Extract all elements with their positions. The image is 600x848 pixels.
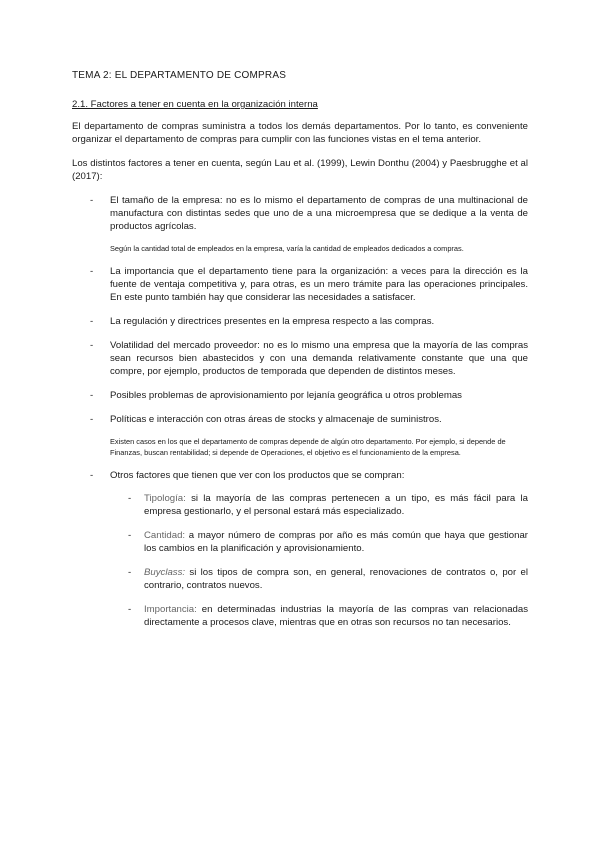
list-item	[72, 413, 528, 458]
intro-paragraph: El departamento de compras suministra a todos los demás departamentos. Por lo tanto, es conveniente organizar el departamento de compras para cumplir con las funciones vistas en el tema anterior.	[72, 121, 528, 145]
term-label: Cantidad:	[144, 530, 186, 541]
list-item	[72, 315, 528, 328]
factor-note: Según la cantidad total de empleados en la empresa, varía la cantidad de empleados dedicados a compras.	[110, 244, 464, 253]
section-heading: 2.1. Factores a tener en cuenta en la organización interna	[72, 99, 318, 110]
factor-text: La importancia que el departamento tiene para la organización: a veces para la dirección es la fuente de ventaja competitiva y, para otras, es un mero trámite para las operaciones principales. En este punto también hay que considerar las necesidades a satisfacer.	[110, 266, 528, 303]
factor-text: Otros factores que tienen que ver con los productos que se compran:	[110, 470, 405, 481]
term-description: en determinadas industrias la mayoría de las compras van relacionadas directamente a procesos clave, mientras que en otras son recursos no tan necesarios.	[144, 604, 528, 628]
bullet-dash: -	[128, 493, 132, 504]
sub-list-item	[110, 492, 528, 518]
factor-text: Políticas e interacción con otras áreas de stocks y almacenaje de suministros.	[110, 414, 442, 425]
bullet-dash: -	[90, 195, 94, 206]
term-description: si la mayoría de las compras pertenecen a un tipo, es más fácil para la empresa gestionarlo, y el personal estará más especializado.	[144, 493, 528, 517]
term-description: a mayor número de compras por año es más común que haya que gestionar los cambios en la planificación y aprovisionamiento.	[144, 530, 528, 554]
list-item	[72, 469, 528, 629]
bullet-dash: -	[90, 390, 94, 401]
factor-text: Posibles problemas de aprovisionamiento por lejanía geográfica u otros problemas	[110, 390, 462, 401]
term-label: Tipología:	[144, 493, 186, 504]
authors-paragraph: Los distintos factores a tener en cuenta, según Lau et al. (1999), Lewin Donthu (2004) y Paesbrugghe et al (2017):	[72, 158, 528, 182]
bullet-dash: -	[90, 266, 94, 277]
term-label: Buyclass:	[144, 567, 186, 578]
factor-text: Volatilidad del mercado proveedor: no es lo mismo una empresa que la mayoría de las compras sean recursos bien abastecidos y con una demanda relativamente constante que una que compre, por ejemplo, productos de temporada que dependen de distintos meses.	[110, 340, 528, 377]
list-item	[72, 389, 528, 402]
term-label: Importancia:	[144, 604, 197, 615]
bullet-dash: -	[128, 567, 132, 578]
bullet-dash: -	[90, 470, 94, 481]
list-item	[72, 265, 528, 304]
sub-list-item	[110, 603, 528, 629]
factor-text: La regulación y directrices presentes en la empresa respecto a las compras.	[110, 316, 435, 327]
bullet-dash: -	[128, 604, 132, 615]
document-page	[72, 70, 528, 640]
page-title: TEMA 2: EL DEPARTAMENTO DE COMPRAS	[72, 70, 287, 81]
bullet-dash: -	[90, 316, 94, 327]
term-description: si los tipos de compra son, en general, renovaciones de contratos o, por el contrario, contratos nuevos.	[144, 567, 528, 591]
factor-note: Existen casos en los que el departamento de compras depende de algún otro departamento. Por ejemplo, si depende de Finanzas, buscan rentabilidad; si depende de Operaciones, el objetivo es el funcionamiento de la empresa.	[110, 437, 506, 457]
factors-list	[72, 194, 528, 629]
factor-text: El tamaño de la empresa: no es lo mismo el departamento de compras de una multinacional de manufactura con distintas sedes que uno de a una microempresa que se dedique a la venta de productos agrícolas.	[110, 195, 528, 232]
list-item	[72, 339, 528, 378]
list-item	[72, 194, 528, 254]
bullet-dash: -	[128, 530, 132, 541]
sub-list-item	[110, 529, 528, 555]
bullet-dash: -	[90, 340, 94, 351]
product-factors-list	[110, 492, 528, 629]
sub-list-item	[110, 566, 528, 592]
bullet-dash: -	[90, 414, 94, 425]
